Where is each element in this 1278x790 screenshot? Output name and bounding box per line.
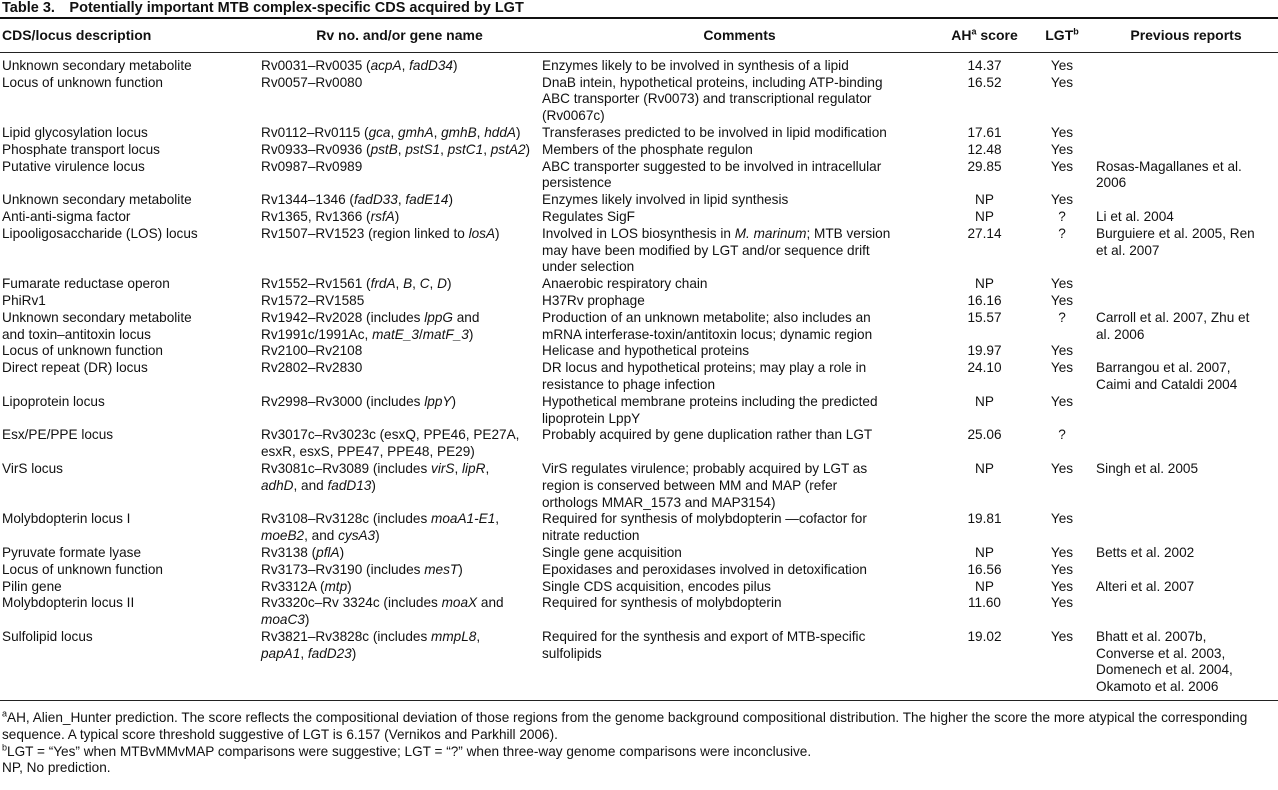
cell-ah-score: 19.02 — [967, 628, 1002, 644]
header-rv-gene: Rv no. and/or gene name — [316, 27, 483, 43]
table-row — [0, 579, 1278, 596]
footnote — [2, 710, 1276, 744]
cell-cds-locus: Direct repeat (DR) locus — [2, 360, 148, 376]
footnote-text: AH, Alien_Hunter prediction. The score reflects the compositional deviation of those regions from the genome background compositional distribution. The higher the score the more atypical the corresponding sequence. A typical score threshold suggestive of LGT is 6.157 (Vernikos and Parkhill 2006). — [2, 710, 1248, 742]
header-lgt-footnote-mark: b — [1073, 26, 1079, 37]
cell-ah-score: 16.16 — [967, 292, 1002, 308]
cell-rv-gene: Rv0987–Rv0989 — [261, 158, 363, 174]
cell-previous-reports — [1094, 511, 1278, 545]
cell-ah-score: NP — [975, 578, 994, 594]
table-row — [0, 310, 1278, 344]
table-row — [0, 511, 1278, 545]
cell-previous-reports — [1094, 562, 1278, 579]
cell-ah-score: 19.97 — [967, 343, 1002, 359]
cell-ah-score: 14.37 — [967, 57, 1002, 73]
cell-cds-locus: Anti-anti-sigma factor — [2, 208, 131, 224]
cell-comments: Single CDS acquisition, encodes pilus — [542, 578, 771, 594]
cell-rv-gene: Rv1572–RV1585 — [261, 292, 365, 308]
cell-ah-score: 15.57 — [967, 309, 1002, 325]
header-row — [0, 19, 1278, 52]
cell-comments: Epoxidases and peroxidases involved in detoxification — [542, 561, 867, 577]
table-row — [0, 343, 1278, 360]
cell-lgt: ? — [1058, 208, 1066, 224]
header-ah-score — [939, 19, 1030, 52]
table-row — [0, 226, 1278, 276]
cell-cds-locus: Phosphate transport locus — [2, 141, 160, 157]
cell-ah-score: NP — [975, 208, 994, 224]
cell-previous-reports — [1094, 343, 1278, 360]
cell-ah-score: 16.56 — [967, 561, 1002, 577]
cell-ah-score: 11.60 — [967, 595, 1001, 611]
cell-cds-locus: Fumarate reductase operon — [2, 276, 170, 292]
cell-ah-score: 19.81 — [967, 511, 1002, 527]
header-cds-locus: CDS/locus description — [2, 27, 152, 43]
cell-ah-score: NP — [975, 276, 994, 292]
cell-lgt: Yes — [1050, 561, 1074, 577]
cell-rv-gene: Rv3138 (pflA) — [261, 544, 345, 560]
cell-lgt: Yes — [1050, 393, 1074, 409]
cell-comments: Regulates SigF — [542, 208, 635, 224]
header-comments: Comments — [703, 27, 776, 43]
cell-previous-reports — [1094, 192, 1278, 209]
cell-ah-score: NP — [975, 460, 994, 476]
table-body — [0, 53, 1278, 700]
cell-comments: Production of an unknown metabolite; also includes an mRNA interferase-toxin/antitoxin locus; dynamic region — [542, 309, 873, 342]
header-ah-footnote-mark: a — [971, 26, 977, 37]
table-row — [0, 276, 1278, 293]
cell-comments: Members of the phosphate regulon — [542, 141, 753, 157]
cell-lgt: Yes — [1050, 511, 1074, 527]
table-row — [0, 360, 1278, 394]
cell-previous-reports — [1094, 427, 1278, 461]
cell-rv-gene: Rv3081c–Rv3089 (includes virS, lipR, adhD, and fadD13) — [261, 460, 490, 493]
footnote-text: LGT = “Yes” when MTBvMMvMAP comparisons were suggestive; LGT = “?” when three-way genome comparisons were inconclusive. — [7, 743, 812, 759]
cell-previous-reports: Rosas-Magallanes et al. 2006 — [1096, 158, 1242, 191]
cell-comments: Required for synthesis of molybdopterin —cofactor for nitrate reduction — [542, 511, 867, 544]
cell-rv-gene: Rv2100–Rv2108 — [261, 343, 363, 359]
cell-comments: Enzymes likely involved in lipid synthesis — [542, 192, 789, 208]
cell-lgt: Yes — [1050, 460, 1074, 476]
cell-comments: Involved in LOS biosynthesis in M. marinum; MTB version may have been modified by LGT and/or sequence drift under selection — [542, 225, 891, 275]
cell-lgt: Yes — [1050, 578, 1074, 594]
table-row — [0, 142, 1278, 159]
cell-rv-gene: Rv2998–Rv3000 (includes lppY) — [261, 393, 456, 409]
cell-lgt: ? — [1058, 309, 1066, 325]
cell-cds-locus: Molybdopterin locus II — [2, 595, 135, 611]
cell-cds-locus: Sulfolipid locus — [2, 628, 93, 644]
cell-comments: Probably acquired by gene duplication rather than LGT — [542, 427, 873, 443]
cell-lgt: Yes — [1050, 57, 1074, 73]
cell-rv-gene: Rv0057–Rv0080 — [261, 74, 363, 90]
cell-previous-reports: Burguiere et al. 2005, Ren et al. 2007 — [1096, 225, 1255, 258]
cell-lgt: ? — [1058, 427, 1066, 443]
cell-rv-gene: Rv3017c–Rv3023c (esxQ, PPE46, PE27A, esxR, esxS, PPE47, PPE48, PE29) — [261, 427, 520, 460]
cell-lgt: Yes — [1050, 292, 1074, 308]
cell-ah-score: NP — [975, 544, 994, 560]
data-table — [0, 19, 1278, 700]
footnote-text: NP, No prediction. — [2, 760, 111, 776]
cell-ah-score: 27.14 — [967, 225, 1002, 241]
cell-ah-score: NP — [975, 192, 994, 208]
table-row — [0, 159, 1278, 193]
cell-cds-locus: Molybdopterin locus I — [2, 511, 131, 527]
cell-rv-gene: Rv3320c–Rv 3324c (includes moaX and moaC3) — [261, 595, 504, 628]
cell-cds-locus: VirS locus — [2, 460, 63, 476]
cell-cds-locus: Lipoprotein locus — [2, 393, 105, 409]
cell-previous-reports — [1094, 394, 1278, 428]
header-lgt-label: LGT — [1045, 27, 1074, 43]
cell-comments: Transferases predicted to be involved in lipid modification — [542, 124, 887, 140]
cell-previous-reports — [1094, 75, 1278, 125]
table-row — [0, 562, 1278, 579]
cell-previous-reports: Singh et al. 2005 — [1096, 460, 1199, 476]
cell-previous-reports — [1094, 142, 1278, 159]
table-row — [0, 394, 1278, 428]
cell-comments: ABC transporter suggested to be involved in intracellular persistence — [542, 158, 882, 191]
cell-rv-gene: Rv3312A (mtp) — [261, 578, 352, 594]
cell-rv-gene: Rv0031–Rv0035 (acpA, fadD34) — [261, 57, 458, 73]
table-row — [0, 125, 1278, 142]
cell-comments: VirS regulates virulence; probably acquired by LGT as region is conserved between MM and MAP (refer orthologs MMAR_1573 and MAP3154) — [542, 460, 868, 510]
cell-cds-locus: Locus of unknown function — [2, 74, 163, 90]
cell-comments: Helicase and hypothetical proteins — [542, 343, 750, 359]
cell-rv-gene: Rv1365, Rv1366 (rsfA) — [261, 208, 400, 224]
cell-lgt: Yes — [1050, 343, 1074, 359]
table-caption: Table 3. Potentially important MTB complex-specific CDS acquired by LGT — [2, 0, 524, 16]
cell-rv-gene: Rv1942–Rv2028 (includes lppG and Rv1991c/1991Ac, matE_3/matF_3) — [261, 309, 480, 342]
cell-rv-gene: Rv3173–Rv3190 (includes mesT) — [261, 561, 463, 577]
cell-lgt: Yes — [1050, 628, 1074, 644]
cell-ah-score: 29.85 — [967, 158, 1002, 174]
cell-lgt: Yes — [1050, 276, 1074, 292]
cell-comments: DR locus and hypothetical proteins; may play a role in resistance to phage infection — [542, 360, 867, 392]
cell-previous-reports: Alteri et al. 2007 — [1096, 578, 1195, 594]
cell-rv-gene: Rv1507–RV1523 (region linked to losA) — [261, 225, 500, 241]
cell-cds-locus: PhiRv1 — [2, 292, 46, 308]
cell-previous-reports — [1094, 53, 1278, 75]
cell-cds-locus: Unknown secondary metabolite — [2, 57, 192, 73]
cell-comments: Required for the synthesis and export of MTB-specific sulfolipids — [542, 628, 866, 661]
cell-ah-score: 17.61 — [967, 124, 1002, 140]
table-row — [0, 629, 1278, 700]
header-lgt — [1030, 19, 1094, 52]
cell-previous-reports — [1094, 276, 1278, 293]
cell-comments: H37Rv prophage — [542, 292, 645, 308]
table-row — [0, 545, 1278, 562]
cell-lgt: Yes — [1050, 360, 1074, 376]
table-row — [0, 293, 1278, 310]
cell-cds-locus: Putative virulence locus — [2, 158, 145, 174]
table-row — [0, 75, 1278, 125]
cell-rv-gene: Rv1552–Rv1561 (frdA, B, C, D) — [261, 276, 452, 292]
cell-cds-locus: Locus of unknown function — [2, 343, 163, 359]
table-row — [0, 209, 1278, 226]
cell-previous-reports: Betts et al. 2002 — [1096, 544, 1195, 560]
cell-rv-gene: Rv0112–Rv0115 (gca, gmhA, gmhB, hddA) — [261, 124, 521, 140]
cell-rv-gene: Rv3108–Rv3128c (includes moaA1-E1, moeB2, and cysA3) — [261, 511, 500, 544]
cell-cds-locus: Pilin gene — [2, 578, 62, 594]
cell-ah-score: NP — [975, 393, 994, 409]
cell-rv-gene: Rv0933–Rv0936 (pstB, pstS1, pstC1, pstA2) — [261, 141, 531, 157]
cell-comments: DnaB intein, hypothetical proteins, including ATP-binding ABC transporter (Rv0073) and transcriptional regulator (Rv0067c) — [542, 74, 883, 124]
cell-lgt: Yes — [1050, 158, 1074, 174]
cell-ah-score: 24.10 — [967, 360, 1002, 376]
cell-lgt: ? — [1058, 225, 1066, 241]
header-ah-label: AH — [951, 27, 972, 43]
cell-previous-reports — [1094, 125, 1278, 142]
cell-previous-reports: Barrangou et al. 2007, Caimi and Cataldi 2004 — [1096, 360, 1238, 392]
cell-lgt: Yes — [1050, 544, 1074, 560]
cell-previous-reports — [1094, 293, 1278, 310]
table-row — [0, 595, 1278, 629]
cell-cds-locus: Unknown secondary metabolite and toxin–antitoxin locus — [2, 309, 192, 342]
table-row — [0, 427, 1278, 461]
cell-cds-locus: Locus of unknown function — [2, 561, 163, 577]
cell-previous-reports: Bhatt et al. 2007b, Converse et al. 2003, Domenech et al. 2004, Okamoto et al. 2006 — [1096, 628, 1233, 695]
cell-cds-locus: Unknown secondary metabolite — [2, 192, 192, 208]
cell-lgt: Yes — [1050, 595, 1074, 611]
cell-cds-locus: Esx/PE/PPE locus — [2, 427, 114, 443]
cell-lgt: Yes — [1050, 124, 1074, 140]
table-row — [0, 53, 1278, 75]
header-previous-reports: Previous reports — [1130, 27, 1242, 43]
footnote-mark: a — [2, 708, 8, 719]
header-ah-suffix: score — [976, 27, 1018, 43]
cell-cds-locus: Lipid glycosylation locus — [2, 124, 148, 140]
cell-ah-score: 25.06 — [967, 427, 1002, 443]
cell-lgt: Yes — [1050, 74, 1074, 90]
table-row — [0, 461, 1278, 511]
footnotes — [0, 701, 1278, 777]
cell-lgt: Yes — [1050, 192, 1074, 208]
cell-comments: Enzymes likely to be involved in synthesis of a lipid — [542, 57, 849, 73]
cell-lgt: Yes — [1050, 141, 1074, 157]
table-row — [0, 192, 1278, 209]
cell-comments: Required for synthesis of molybdopterin — [542, 595, 782, 611]
cell-previous-reports — [1094, 595, 1278, 629]
cell-previous-reports: Carroll et al. 2007, Zhu et al. 2006 — [1096, 309, 1250, 342]
cell-rv-gene: Rv2802–Rv2830 — [261, 360, 363, 376]
cell-rv-gene: Rv1344–1346 (fadD33, fadE14) — [261, 192, 453, 208]
cell-ah-score: 16.52 — [967, 74, 1002, 90]
cell-comments: Hypothetical membrane proteins including the predicted lipoprotein LppY — [542, 393, 878, 426]
footnote — [2, 744, 1276, 761]
cell-comments: Anaerobic respiratory chain — [542, 276, 708, 292]
footnote — [2, 760, 1276, 777]
cell-cds-locus: Pyruvate formate lyase — [2, 544, 142, 560]
cell-cds-locus: Lipooligosaccharide (LOS) locus — [2, 225, 198, 241]
cell-previous-reports: Li et al. 2004 — [1096, 208, 1174, 224]
footnote-mark: b — [2, 742, 8, 753]
cell-rv-gene: Rv3821–Rv3828c (includes mmpL8, papA1, fadD23) — [261, 628, 481, 661]
cell-ah-score: 12.48 — [967, 141, 1002, 157]
cell-comments: Single gene acquisition — [542, 544, 682, 560]
